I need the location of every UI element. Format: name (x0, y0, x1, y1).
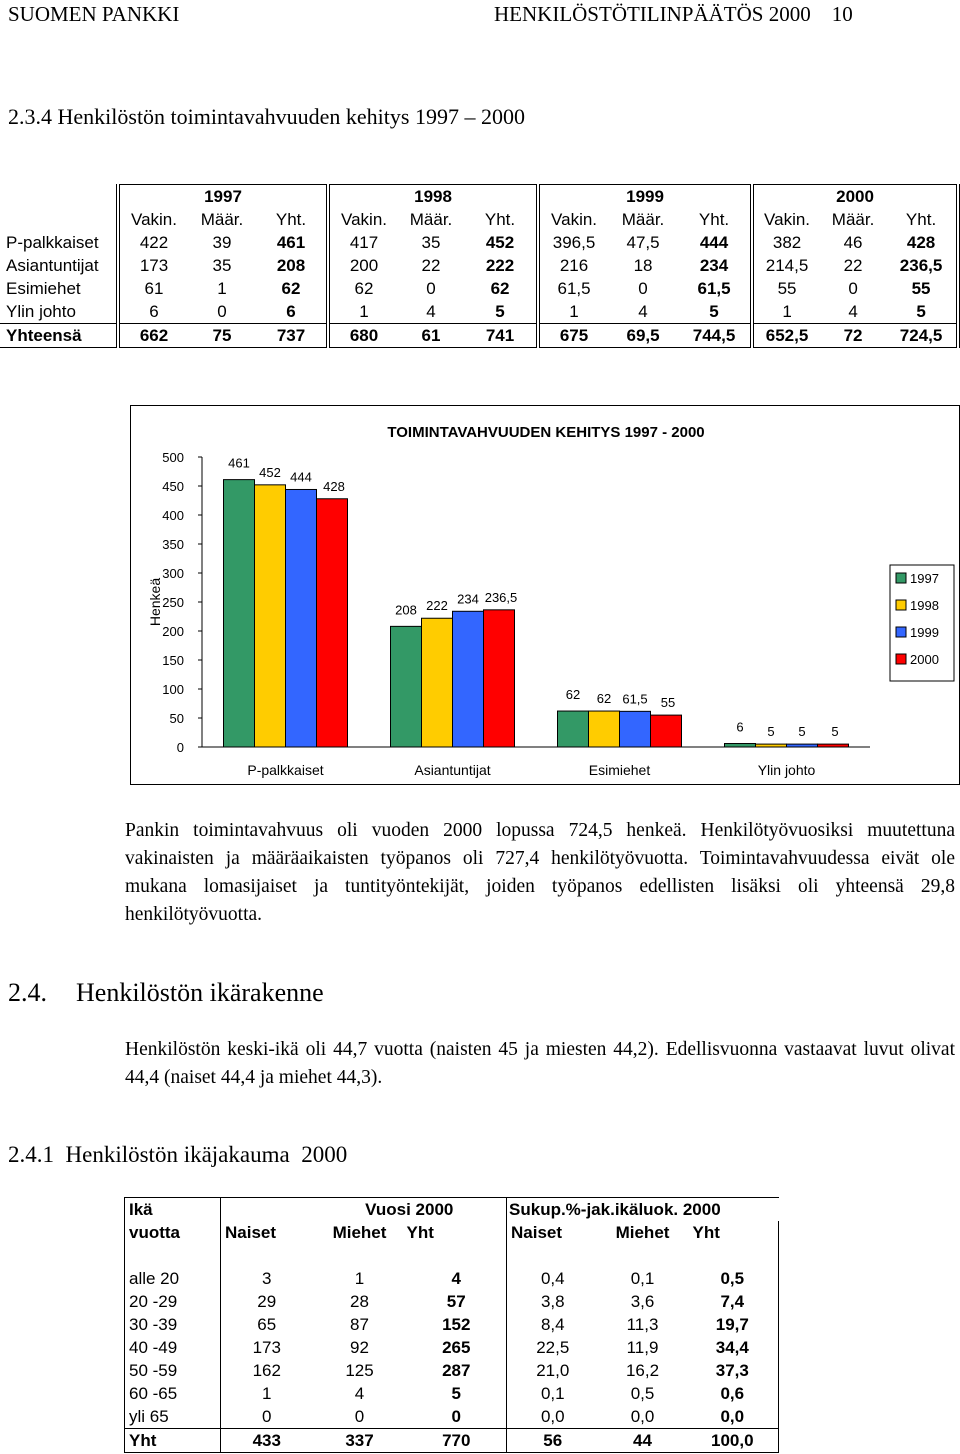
data-label: 222 (426, 598, 448, 614)
bar (453, 611, 484, 747)
cell: 662 (118, 324, 188, 348)
legend-swatch (896, 627, 906, 637)
legend-label: 1997 (910, 571, 939, 586)
cell: 0,0 (687, 1405, 779, 1429)
year-header: 1998 (328, 185, 538, 209)
cell: 72 (820, 324, 886, 348)
cell: 8,4 (507, 1313, 599, 1336)
y-tick-label: 50 (169, 711, 184, 726)
bar (725, 744, 756, 747)
cell: 35 (421, 233, 441, 252)
bar (317, 499, 348, 747)
bar (756, 744, 787, 747)
bar (589, 711, 620, 747)
cell: 680 (328, 324, 398, 348)
cell: 744,5 (678, 324, 752, 348)
cell: 0,1 (507, 1382, 599, 1405)
bar (422, 618, 453, 747)
paragraph-strength: Pankin toimintavahvuus oli vuoden 2000 lopussa 724,5 henkeä. Henkilötyövuosiksi muutettuna vakinaisten ja määräaikaisten työpanos oli 727,4 henkilötyövuotta. Toimintavahvuudessa eivät ole mukana lomasijaiset ja tuntityöntekijät, joiden työpanos edellisten lisäksi oli yhteensä 29,8 henkilötyövuotta. (125, 820, 955, 925)
legend-label: 1998 (910, 598, 939, 613)
col-header: Miehet (332, 1223, 387, 1242)
paragraph-age: Henkilöstön keski-ikä oli 44,7 vuotta (naisten 45 ja miesten 44,2). Edellisvuonna vastaavat luvut olivat 44,4 (naiset 44,4 ja miehet 44,3). (125, 1039, 955, 1088)
cell: 3,6 (630, 1292, 655, 1311)
header-doc-title: HENKILÖSTÖTILINPÄÄTÖS 2000 10 (494, 2, 853, 26)
cell: 29 (221, 1290, 313, 1313)
cell: 1 (752, 300, 820, 324)
section-heading-24 (8, 978, 324, 1008)
table-header-row (125, 1221, 779, 1244)
data-label: 55 (660, 695, 676, 711)
cell: 0,5 (630, 1384, 655, 1403)
bar (620, 711, 651, 747)
data-label: 5 (767, 724, 775, 740)
col-header: Yht. (698, 210, 730, 229)
table-row (0, 277, 958, 300)
col-header: Määr. (200, 210, 244, 229)
cell: 61,5 (697, 279, 731, 298)
cell: 1 (354, 1269, 365, 1288)
cell: 162 (221, 1359, 313, 1382)
table-row (0, 254, 958, 277)
cell: 5 (451, 1384, 461, 1403)
cell: 125 (345, 1361, 374, 1380)
cell: 0,6 (687, 1382, 779, 1405)
y-tick-label: 100 (162, 682, 184, 697)
col-header: Yht. (484, 210, 516, 229)
cell: 22,5 (507, 1336, 599, 1359)
bar (286, 489, 317, 747)
y-axis-label: Henkeä (147, 577, 163, 627)
cell: 741 (464, 324, 538, 348)
cell: 62 (328, 277, 398, 300)
row-label: 30 -39 (125, 1313, 221, 1336)
cell: 422 (118, 231, 188, 254)
cell: 0 (451, 1407, 461, 1426)
data-label: 6 (736, 719, 744, 735)
chart-title: TOIMINTAVAHVUUDEN KEHITYS 1997 - 2000 (387, 424, 705, 441)
category-label: Esimiehet (588, 762, 651, 778)
spacer-row (125, 1244, 779, 1267)
data-label: 5 (831, 724, 839, 740)
cell: 4 (638, 302, 648, 321)
cell: 0 (354, 1407, 365, 1426)
row-label: alle 20 (125, 1267, 221, 1290)
legend-swatch (896, 654, 906, 664)
cell: 0 (638, 279, 648, 298)
cell: 87 (350, 1315, 369, 1334)
cell: 675 (538, 324, 608, 348)
cell: 11,9 (626, 1338, 659, 1357)
cell: 6 (286, 302, 296, 321)
data-label: 208 (395, 602, 417, 618)
data-label: 428 (323, 478, 345, 494)
data-label: 5 (798, 724, 806, 740)
y-tick-label: 350 (162, 537, 184, 552)
col-header: Määr. (621, 210, 665, 229)
section-heading-241: 2.4.1 Henkilöstön ikäjakauma 2000 (8, 1142, 348, 1167)
cell: 724,5 (886, 324, 958, 348)
cell: 652,5 (752, 324, 820, 348)
cell: 444 (699, 233, 729, 252)
cell: 452 (485, 233, 515, 252)
cell: 6 (118, 300, 188, 324)
cell: 417 (328, 231, 398, 254)
cell: 173 (221, 1336, 313, 1359)
y-tick-label: 0 (176, 740, 184, 755)
section-number: 2.4. (8, 978, 47, 1007)
bar (651, 715, 682, 747)
col-header: Vakin. (752, 208, 820, 231)
row-label: Esimiehet (6, 279, 81, 298)
cell: 214,5 (752, 254, 820, 277)
cell: 69,5 (608, 324, 678, 348)
col-header: Yht. (886, 208, 958, 231)
bar (558, 711, 589, 747)
cell: 4 (426, 302, 436, 321)
cell: 1 (328, 300, 398, 324)
cell: 39 (212, 233, 232, 252)
cell: 5 (709, 302, 719, 321)
cell: 0 (217, 302, 227, 321)
cell: 4 (848, 302, 858, 321)
bar (787, 744, 818, 747)
cell: 1 (217, 279, 227, 298)
col-header: vuotta (125, 1221, 221, 1244)
table-row (125, 1405, 779, 1429)
data-label: 62 (565, 687, 581, 703)
y-tick-label: 500 (162, 450, 184, 465)
cell: 75 (188, 324, 256, 348)
cell: 46 (843, 233, 863, 252)
col-header: Yht (687, 1221, 779, 1244)
cell: 382 (752, 231, 820, 254)
cell: 56 (507, 1429, 599, 1453)
row-label: 60 -65 (125, 1382, 221, 1405)
table-row (125, 1267, 779, 1290)
cell: 61,5 (538, 277, 608, 300)
cell: 44 (599, 1429, 687, 1453)
cell: 3,8 (507, 1290, 599, 1313)
col-header: Vuosi 2000 (313, 1198, 507, 1222)
row-label: 20 -29 (125, 1290, 221, 1313)
y-tick-label: 450 (162, 479, 184, 494)
row-label: 40 -49 (125, 1336, 221, 1359)
cell: 337 (313, 1429, 407, 1453)
cell: 0,0 (630, 1407, 655, 1426)
staff-strength-chart (130, 405, 960, 785)
legend-swatch (896, 573, 906, 583)
y-tick-label: 150 (162, 653, 184, 668)
cell: 65 (221, 1313, 313, 1336)
data-label: 62 (596, 691, 612, 707)
section-heading-234: 2.3.4 Henkilöstön toimintavahvuuden kehitys 1997 – 2000 (8, 104, 525, 129)
year-header: 1997 (118, 185, 328, 209)
data-label: 461 (228, 455, 250, 471)
year-header-row (0, 185, 958, 209)
cell: 92 (350, 1338, 369, 1357)
table-row (0, 300, 958, 324)
cell: 173 (118, 254, 188, 277)
table-row (125, 1382, 779, 1405)
cell: 1 (221, 1382, 313, 1405)
legend-label: 1999 (910, 625, 939, 640)
col-header: Naiset (221, 1221, 313, 1244)
bar (224, 480, 255, 747)
row-label: Yhteensä (0, 324, 118, 348)
row-label: Asiantuntijat (6, 256, 99, 275)
data-label: 234 (457, 591, 479, 607)
row-label: yli 65 (125, 1405, 221, 1429)
cell: 396,5 (538, 231, 608, 254)
age-distribution-table (124, 1197, 779, 1453)
data-label: 61,5 (622, 691, 648, 707)
col-header: Vakin. (538, 208, 608, 231)
bar (391, 626, 422, 747)
cell: 152 (442, 1315, 471, 1334)
cell: 0,4 (507, 1267, 599, 1290)
bar (255, 485, 286, 747)
table-row (125, 1336, 779, 1359)
cell: 62 (281, 279, 301, 298)
cell: 47,5 (626, 233, 660, 252)
col-header: Yht (406, 1223, 434, 1242)
cell: 265 (442, 1338, 471, 1357)
col-header: Naiset (507, 1221, 599, 1244)
cell: 737 (256, 324, 328, 348)
table-row (125, 1313, 779, 1336)
cell: 461 (276, 233, 306, 252)
total-row (0, 324, 958, 348)
data-label: 452 (259, 464, 281, 480)
col-header: Ikä (125, 1198, 221, 1222)
col-header: Sukup.%-jak.ikäluok. 2000 (507, 1198, 779, 1222)
row-label: P-palkkaiset (6, 233, 99, 252)
cell: 1 (538, 300, 608, 324)
cell: 770 (407, 1429, 507, 1453)
legend-label: 2000 (910, 652, 939, 667)
cell: 100,0 (687, 1429, 779, 1453)
cell: 222 (485, 256, 515, 275)
cell: 0 (848, 279, 858, 298)
y-tick-label: 400 (162, 508, 184, 523)
col-header: Määr. (409, 210, 453, 229)
category-label: P-palkkaiset (247, 762, 324, 778)
legend (890, 565, 954, 681)
subheader-row (0, 208, 958, 231)
table-row (125, 1359, 779, 1382)
row-label: 50 -59 (125, 1359, 221, 1382)
cell: 22 (421, 256, 441, 275)
cell: 11,3 (626, 1315, 659, 1334)
cell: 19,7 (687, 1313, 779, 1336)
cell: 4 (451, 1269, 461, 1288)
cell: 28 (350, 1292, 369, 1311)
col-header: Vakin. (118, 208, 188, 231)
bar (484, 610, 515, 747)
section-title: Henkilöstön ikärakenne (76, 978, 324, 1007)
cell: 216 (538, 254, 608, 277)
cell: 62 (490, 279, 510, 298)
cell: 428 (886, 231, 958, 254)
cell: 57 (446, 1292, 466, 1311)
cell: 208 (276, 256, 306, 275)
row-label: Ylin johto (6, 302, 76, 321)
cell: 200 (328, 254, 398, 277)
year-header: 1999 (538, 185, 752, 209)
col-header: Miehet (615, 1223, 670, 1242)
staff-strength-table (0, 184, 960, 348)
cell: 61 (118, 277, 188, 300)
col-header: Määr. (831, 210, 875, 229)
cell: 0,0 (507, 1405, 599, 1429)
year-header: 2000 (752, 185, 958, 209)
y-tick-label: 200 (162, 624, 184, 639)
cell: 4 (354, 1384, 365, 1403)
header-org: SUOMEN PANKKI (8, 2, 180, 26)
cell: 0,5 (687, 1267, 779, 1290)
col-header: Vakin. (328, 208, 398, 231)
cell: 5 (886, 300, 958, 324)
total-row (125, 1429, 779, 1453)
cell: 61 (398, 324, 464, 348)
y-tick-label: 250 (162, 595, 184, 610)
category-label: Asiantuntijat (414, 762, 491, 778)
bar (818, 744, 849, 747)
legend-swatch (896, 600, 906, 610)
cell: 236,5 (886, 254, 958, 277)
cell: 18 (633, 256, 653, 275)
cell: 0,1 (630, 1269, 655, 1288)
data-label: 236,5 (484, 589, 518, 605)
cell: 55 (886, 277, 958, 300)
cell: 35 (212, 256, 232, 275)
cell: 22 (843, 256, 863, 275)
cell: 7,4 (687, 1290, 779, 1313)
category-label: Ylin johto (757, 762, 816, 778)
cell: 37,3 (687, 1359, 779, 1382)
cell: 3 (221, 1267, 313, 1290)
y-tick-label: 300 (162, 566, 184, 581)
cell: 287 (442, 1361, 471, 1380)
cell: 0 (221, 1405, 313, 1429)
cell: 21,0 (507, 1359, 599, 1382)
col-header: Yht. (275, 210, 307, 229)
data-label: 444 (290, 469, 312, 485)
table-row (0, 231, 958, 254)
cell: 234 (699, 256, 729, 275)
table-row (125, 1290, 779, 1313)
row-label: Yht (125, 1429, 221, 1453)
cell: 433 (221, 1429, 313, 1453)
table-header-row (125, 1198, 779, 1222)
cell: 16,2 (625, 1361, 660, 1380)
cell: 55 (752, 277, 820, 300)
cell: 5 (495, 302, 505, 321)
cell: 0 (426, 279, 436, 298)
cell: 34,4 (687, 1336, 779, 1359)
